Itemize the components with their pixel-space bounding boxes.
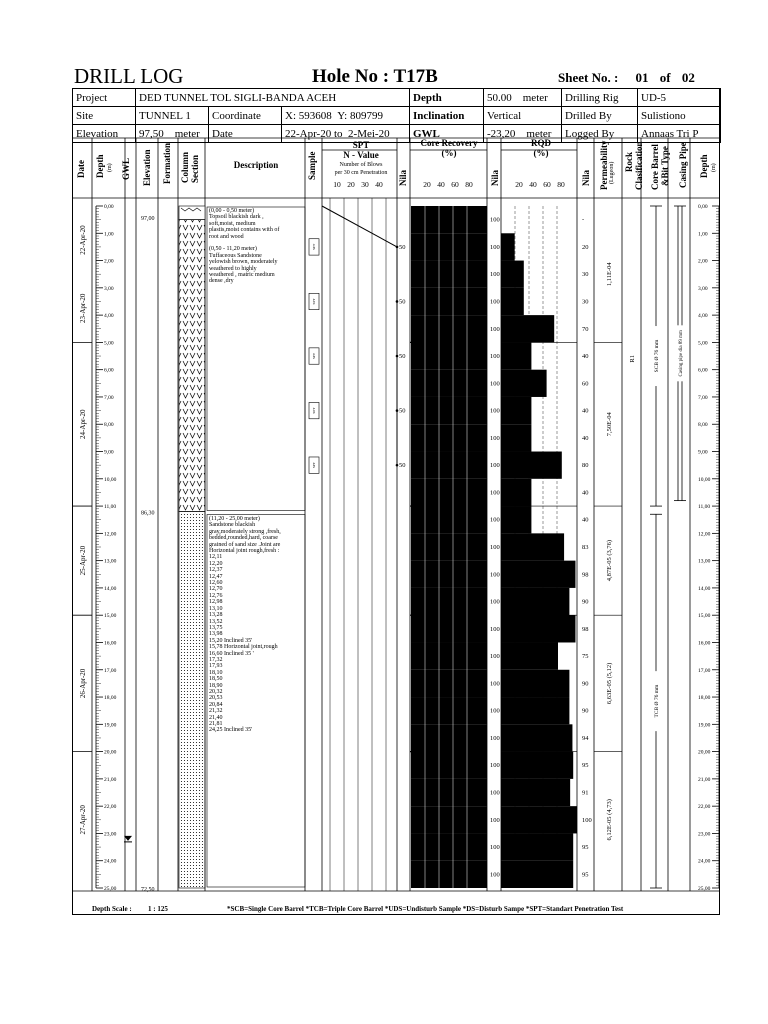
core-barrel-label: SCB Ø 76 mm — [654, 339, 660, 373]
depth-tick-label: 7,00 — [104, 394, 114, 401]
rqd-bar — [501, 697, 569, 724]
site-label: Site — [73, 107, 136, 125]
col-nila-rqd-header: Nila — [581, 169, 591, 186]
core-barrel-label: TCB Ø 76 mm — [654, 684, 660, 718]
rqd-value: 75 — [582, 653, 589, 661]
cr-tick-label: 40 — [437, 180, 445, 189]
core-recovery-bar — [411, 724, 487, 751]
depth-tick-label: 2,00 — [104, 258, 114, 265]
sheet-of: of — [659, 70, 671, 85]
core-recovery-bar — [411, 670, 487, 697]
core-recovery-value: 100 — [490, 407, 500, 415]
col-description-header: Description — [233, 160, 279, 170]
depth-tick-label-right: 25,00 — [698, 886, 711, 892]
spt-sample-label: SPT — [312, 407, 316, 414]
rqd-bar — [501, 315, 554, 342]
coord-value: X: 593608 Y: 809799 — [282, 107, 410, 125]
depth-tick-label-right: 13,00 — [698, 558, 711, 565]
gwl-label: GWL — [410, 125, 484, 143]
rqd-value: - — [582, 216, 585, 224]
depth-tick-label-right: 0,00 — [698, 204, 708, 210]
spt-sample-label: SPT — [312, 462, 316, 469]
rqd-bar — [501, 288, 524, 315]
rqd-bar — [501, 724, 572, 751]
rqd-tick-label: 20 — [515, 180, 523, 189]
depth-tick-label-right: 24,00 — [698, 858, 711, 865]
rqd-value: 20 — [582, 243, 589, 251]
elevation-label: 86,30 — [141, 510, 155, 517]
rqd-value: 100 — [582, 816, 592, 824]
rqd-bar — [501, 370, 547, 397]
permeability-value: 6,12E-05 (4,73) — [606, 799, 613, 841]
core-recovery-bar — [411, 642, 487, 669]
rqd-tick-label: 80 — [557, 180, 565, 189]
depth-tick-label: 4,00 — [104, 313, 114, 320]
depth-label: Depth — [410, 89, 484, 107]
depth-tick-label: 20,00 — [104, 749, 117, 756]
date-label: 26-Apr-20 — [79, 668, 87, 699]
spt-sample-label: SPT — [312, 298, 316, 305]
gwl-value: -23,20 meter — [484, 125, 562, 143]
rqd-bar — [501, 588, 569, 615]
core-recovery-bar — [411, 861, 487, 888]
core-recovery-bar — [411, 288, 487, 315]
col-casing-header: Casing Pipe — [678, 142, 688, 188]
col-depth2-unit: (m) — [711, 163, 717, 172]
core-recovery-bar — [411, 233, 487, 260]
date-label: 24-Apr-20 — [79, 409, 87, 439]
cr-tick-label: 60 — [451, 180, 459, 189]
rqd-bar — [501, 806, 577, 833]
spt-sample-label: SPT — [312, 353, 316, 360]
rqd-bar — [501, 397, 531, 424]
core-recovery-bar — [411, 588, 487, 615]
spt-n-value: 50 — [399, 462, 406, 470]
rqd-value: 98 — [582, 625, 589, 633]
col-depth-header: Depth — [95, 154, 105, 178]
depth-tick-label: 22,00 — [104, 804, 117, 811]
col-elevation-header: Elevation — [142, 149, 152, 186]
depth-tick-label: 1,00 — [104, 231, 114, 238]
core-recovery-value: 100 — [490, 734, 500, 742]
rqd-bar — [501, 533, 564, 560]
spt-point — [396, 246, 399, 249]
coord-label: Coordinate — [209, 107, 282, 125]
depth-tick-label: 16,00 — [104, 640, 117, 647]
rqd-value: 90 — [582, 680, 589, 688]
depth-tick-label-right: 11,00 — [698, 504, 711, 511]
cr-tick-label: 20 — [423, 180, 431, 189]
core-recovery-value: 100 — [490, 243, 500, 251]
core-recovery-bar — [411, 370, 487, 397]
core-recovery-value: 100 — [490, 380, 500, 388]
spt-tick-label: 10 — [333, 180, 341, 189]
rock-class-value: R1 — [629, 354, 636, 363]
spt-tick-label: 40 — [375, 180, 383, 189]
col-gwl-header: GWL — [121, 157, 131, 180]
logged-label: Logged By — [562, 125, 638, 143]
rqd-bar — [501, 424, 531, 451]
rqd-bar — [501, 479, 531, 506]
rqd-value: 40 — [582, 434, 589, 442]
sandstone-section — [179, 512, 205, 888]
core-recovery-bar — [411, 615, 487, 642]
rqd-value: 40 — [582, 407, 589, 415]
depth-tick-label: 21,00 — [104, 776, 117, 783]
col-core-barrel-header: Core Barrel — [650, 144, 660, 190]
rqd-bar — [501, 861, 573, 888]
core-recovery-bar — [411, 397, 487, 424]
date-label: 22-Apr-20 — [79, 225, 87, 255]
core-recovery-value: 100 — [490, 789, 500, 797]
rqd-value: 40 — [582, 489, 589, 497]
core-recovery-bar — [411, 315, 487, 342]
rqd-value: 90 — [582, 598, 589, 606]
sheet-num: 01 — [635, 70, 649, 85]
depth-tick-label-right: 2,00 — [698, 258, 708, 265]
description-box-upper — [207, 207, 305, 511]
rqd-value: 70 — [582, 325, 589, 333]
col-permeability-header: Permeability — [599, 140, 609, 190]
core-recovery-bar — [411, 806, 487, 833]
depth-tick-label-right: 9,00 — [698, 449, 708, 456]
core-recovery-value: 100 — [490, 271, 500, 279]
rqd-bar — [501, 642, 558, 669]
depth-tick-label-right: 1,00 — [698, 231, 708, 238]
rqd-value: 40 — [582, 353, 589, 361]
footer — [72, 900, 720, 915]
core-recovery-value: 100 — [490, 844, 500, 852]
core-recovery-value: 100 — [490, 871, 500, 879]
depth-tick-label: 12,00 — [104, 531, 117, 538]
spt-n-value: 50 — [399, 243, 406, 251]
topsoil-section — [179, 206, 205, 220]
rqd-bar — [501, 615, 575, 642]
depth-tick-label-right: 23,00 — [698, 831, 711, 838]
core-recovery-value: 100 — [490, 625, 500, 633]
date-label: Date — [209, 125, 282, 143]
spt-n-value: 50 — [399, 407, 406, 415]
core-recovery-bar — [411, 424, 487, 451]
core-recovery-value: 100 — [490, 816, 500, 824]
rqd-value: 30 — [582, 271, 589, 279]
col-date-header: Date — [76, 160, 86, 178]
depth-tick-label: 11,00 — [104, 504, 117, 511]
logged-value: Annaas Tri P — [638, 125, 721, 143]
abbreviation-legend: *SCB=Single Core Barrel *TCB=Triple Core Barrel *UDS=Undisturb Sample *DS=Disturb Sampe *SPT=Standart Penetration Test — [227, 905, 624, 913]
sheet-total: 02 — [681, 70, 695, 85]
core-recovery-value: 100 — [490, 516, 500, 524]
rqd-bar — [501, 752, 573, 779]
depth-tick-label: 23,00 — [104, 831, 117, 838]
spt-point — [396, 464, 399, 467]
col-depth2-header: Depth — [699, 154, 709, 178]
rqd-value: 40 — [582, 516, 589, 524]
site-value: TUNNEL 1 — [136, 107, 209, 125]
depth-tick-label: 13,00 — [104, 558, 117, 565]
depth-tick-label: 5,00 — [104, 340, 114, 347]
core-recovery-value: 100 — [490, 571, 500, 579]
tuff-sandstone-section — [179, 220, 205, 512]
rqd-tick-label: 60 — [543, 180, 551, 189]
description-box-lower — [207, 515, 305, 887]
col-formation-header: Formation — [162, 143, 172, 184]
permeability-value: 4,87E-05 (3,76) — [606, 539, 613, 582]
col-depth-unit: (m) — [107, 163, 113, 172]
core-recovery-value: 100 — [490, 434, 500, 442]
core-recovery-bar — [411, 479, 487, 506]
rqd-value: 30 — [582, 298, 589, 306]
depth-tick-label: 19,00 — [104, 722, 117, 729]
depth-tick-label: 9,00 — [104, 449, 114, 456]
depth-tick-label: 15,00 — [104, 613, 117, 620]
rqd-value: 94 — [582, 734, 589, 742]
depth-tick-label: 18,00 — [104, 695, 117, 702]
elevation-label: 72,50 — [141, 887, 155, 893]
core-recovery-value: 100 — [490, 598, 500, 606]
description-upper: (0,00 - 0,50 meter) Topsoil blackish dark , soft,moist, medium plastis,moist contains with of root and wood (0,50 - 11,20 meter) Tuffaceous Sandstone yelowish brown, moderately weathered to highly weathered , matric medium dense ,dry — [209, 208, 280, 285]
sheet-label: Sheet No. : — [558, 70, 619, 85]
depth-tick-label-right: 15,00 — [698, 613, 711, 620]
core-recovery-bar — [411, 206, 487, 233]
core-recovery-value: 100 — [490, 707, 500, 715]
inclination-value: Vertical — [484, 107, 562, 125]
rqd-value: 95 — [582, 871, 589, 879]
depth-tick-label-right: 4,00 — [698, 313, 708, 320]
spt-tick-label: 20 — [347, 180, 355, 189]
date-label: 25-Apr-20 — [79, 545, 87, 576]
depth-tick-label-right: 7,00 — [698, 394, 708, 401]
inclination-label: Inclination — [410, 107, 484, 125]
col-classification-header: Clasification — [634, 141, 644, 190]
rqd-bar — [501, 261, 524, 288]
drilled-label: Drilled By — [562, 107, 638, 125]
description-lower: (11,20 - 25,00 meter) Sandstone blackish gray,moderately strong ,fresh, bedded,rounded,hard, coarse grained of sand size .Joint are Horizontal joint rough,fresh : 12,11 12,20 12,37 12,47 12,60 12,70 12,76 12,98 13,10 13,28 13,52 13,75 13,98 15,20 Inclined 35' 15,78 Horizontal joint,rough 16,60 Inclined 35 ' 17,32 17,93 18,10 18,50 18,90 20,32 20,53 20,84 21,32 21,40 21,81 24,25 Inclined 35' — [209, 516, 281, 734]
core-recovery-bar — [411, 833, 487, 860]
depth-tick-label: 0,00 — [104, 204, 114, 210]
project-label: Project — [73, 89, 136, 107]
rqd-value: 95 — [582, 844, 589, 852]
date-value: 22-Apr-20 to 2-Mei-20 — [282, 125, 410, 143]
col-nila-cr-header: Nila — [490, 169, 500, 186]
col-column-header: Column — [180, 151, 190, 183]
core-recovery-bar — [411, 697, 487, 724]
core-recovery-bar — [411, 561, 487, 588]
col-spt-header: SPT N - Value Number of Blows per 30 cm Penetration — [334, 140, 388, 176]
depth-tick-label: 25,00 — [104, 886, 117, 892]
project-value: DED TUNNEL TOL SIGLI-BANDA ACEH — [136, 89, 410, 107]
drilled-value: Sulistiono — [638, 107, 721, 125]
rqd-bar — [501, 506, 531, 533]
rqd-value: 98 — [582, 571, 589, 579]
spt-tick-label: 30 — [361, 180, 369, 189]
col-section-header: Section — [190, 155, 200, 183]
depth-tick-label-right: 22,00 — [698, 804, 711, 811]
hole-number: Hole No : T17B — [312, 66, 438, 87]
core-recovery-bar — [411, 452, 487, 479]
depth-tick-label: 6,00 — [104, 367, 114, 374]
spt-n-value: 50 — [399, 353, 406, 361]
elevation-label: 97,00 — [141, 215, 155, 222]
core-recovery-value: 100 — [490, 298, 500, 306]
scale-label: Depth Scale : — [92, 905, 132, 913]
spt-point — [396, 409, 399, 412]
depth-tick-label: 14,00 — [104, 585, 117, 592]
core-recovery-bar — [411, 779, 487, 806]
core-recovery-bar — [411, 752, 487, 779]
depth-tick-label-right: 18,00 — [698, 695, 711, 702]
rqd-bar — [501, 233, 515, 260]
depth-tick-label: 24,00 — [104, 858, 117, 865]
spt-sample-label: SPT — [312, 243, 316, 250]
elevation-label: Elevation — [73, 125, 136, 143]
core-recovery-value: 100 — [490, 544, 500, 551]
depth-tick-label-right: 12,00 — [698, 531, 711, 538]
rqd-value: 80 — [582, 462, 589, 470]
col-rqd-header: RQD (%) — [531, 138, 551, 158]
depth-tick-label-right: 17,00 — [698, 667, 711, 674]
elevation-value: 97,50 meter — [136, 125, 209, 143]
rig-label: Drilling Rig — [562, 89, 638, 107]
spt-n-value: 50 — [399, 298, 406, 306]
depth-tick-label-right: 21,00 — [698, 776, 711, 783]
depth-tick-label: 8,00 — [104, 422, 114, 429]
depth-tick-label-right: 5,00 — [698, 340, 708, 347]
col-core-recovery-header: Core Recovery (%) — [420, 138, 478, 158]
col-sample-header: Sample — [307, 151, 317, 180]
rqd-tick-label: 40 — [529, 180, 537, 189]
depth-tick-label-right: 3,00 — [698, 285, 708, 292]
rqd-bar — [501, 342, 531, 369]
col-lugeon-header: (Lugeon) — [609, 161, 615, 184]
casing-label: Casing pipe dia 89 mm — [679, 330, 684, 377]
core-recovery-bar — [411, 533, 487, 560]
core-recovery-value: 100 — [490, 680, 500, 688]
rqd-bar — [501, 833, 573, 860]
permeability-value: 7,50E-04 — [606, 412, 613, 437]
depth-tick-label-right: 10,00 — [698, 476, 711, 483]
core-recovery-bar — [411, 506, 487, 533]
cr-tick-label: 80 — [465, 180, 473, 189]
permeability-value: 6,63E-05 (5,12) — [606, 662, 613, 705]
page-title: DRILL LOG — [74, 64, 184, 88]
core-recovery-value: 100 — [490, 462, 500, 470]
scale-value: 1 : 125 — [148, 905, 168, 913]
depth-tick-label-right: 6,00 — [698, 367, 708, 374]
depth-tick-label-right: 20,00 — [698, 749, 711, 756]
depth-tick-label-right: 16,00 — [698, 640, 711, 647]
permeability-value: 1,11E-04 — [606, 262, 613, 287]
depth-tick-label-right: 19,00 — [698, 722, 711, 729]
col-bit-type-header: &Bit Type — [660, 146, 670, 186]
col-rock-header: Rock — [624, 152, 634, 172]
depth-tick-label: 3,00 — [104, 285, 114, 292]
depth-tick-label: 17,00 — [104, 667, 117, 674]
rqd-bar — [501, 561, 575, 588]
rqd-value: 83 — [582, 544, 589, 551]
core-recovery-value: 100 — [490, 653, 500, 661]
core-recovery-value: 100 — [490, 216, 500, 224]
spt-point — [396, 355, 399, 358]
rqd-bar — [501, 670, 569, 697]
rqd-value: 60 — [582, 380, 589, 388]
core-recovery-value: 100 — [490, 325, 500, 333]
rig-value: UD-5 — [638, 89, 721, 107]
core-recovery-bar — [411, 342, 487, 369]
rqd-value: 90 — [582, 707, 589, 715]
date-label: 27-Apr-20 — [79, 805, 87, 835]
core-recovery-value: 100 — [490, 489, 500, 497]
depth-tick-label-right: 8,00 — [698, 422, 708, 429]
rqd-value: 91 — [582, 789, 589, 797]
core-recovery-value: 100 — [490, 762, 500, 770]
core-recovery-value: 100 — [490, 353, 500, 361]
rqd-value: 95 — [582, 762, 589, 770]
depth-value: 50.00 meter — [484, 89, 562, 107]
date-label: 23-Apr-20 — [79, 293, 87, 324]
spt-point — [396, 300, 399, 303]
rqd-bar — [501, 452, 562, 479]
core-recovery-bar — [411, 261, 487, 288]
depth-tick-label: 10,00 — [104, 476, 117, 483]
depth-tick-label-right: 14,00 — [698, 585, 711, 592]
rqd-bar — [501, 779, 570, 806]
col-nila-spt-header: Nila — [398, 169, 408, 186]
